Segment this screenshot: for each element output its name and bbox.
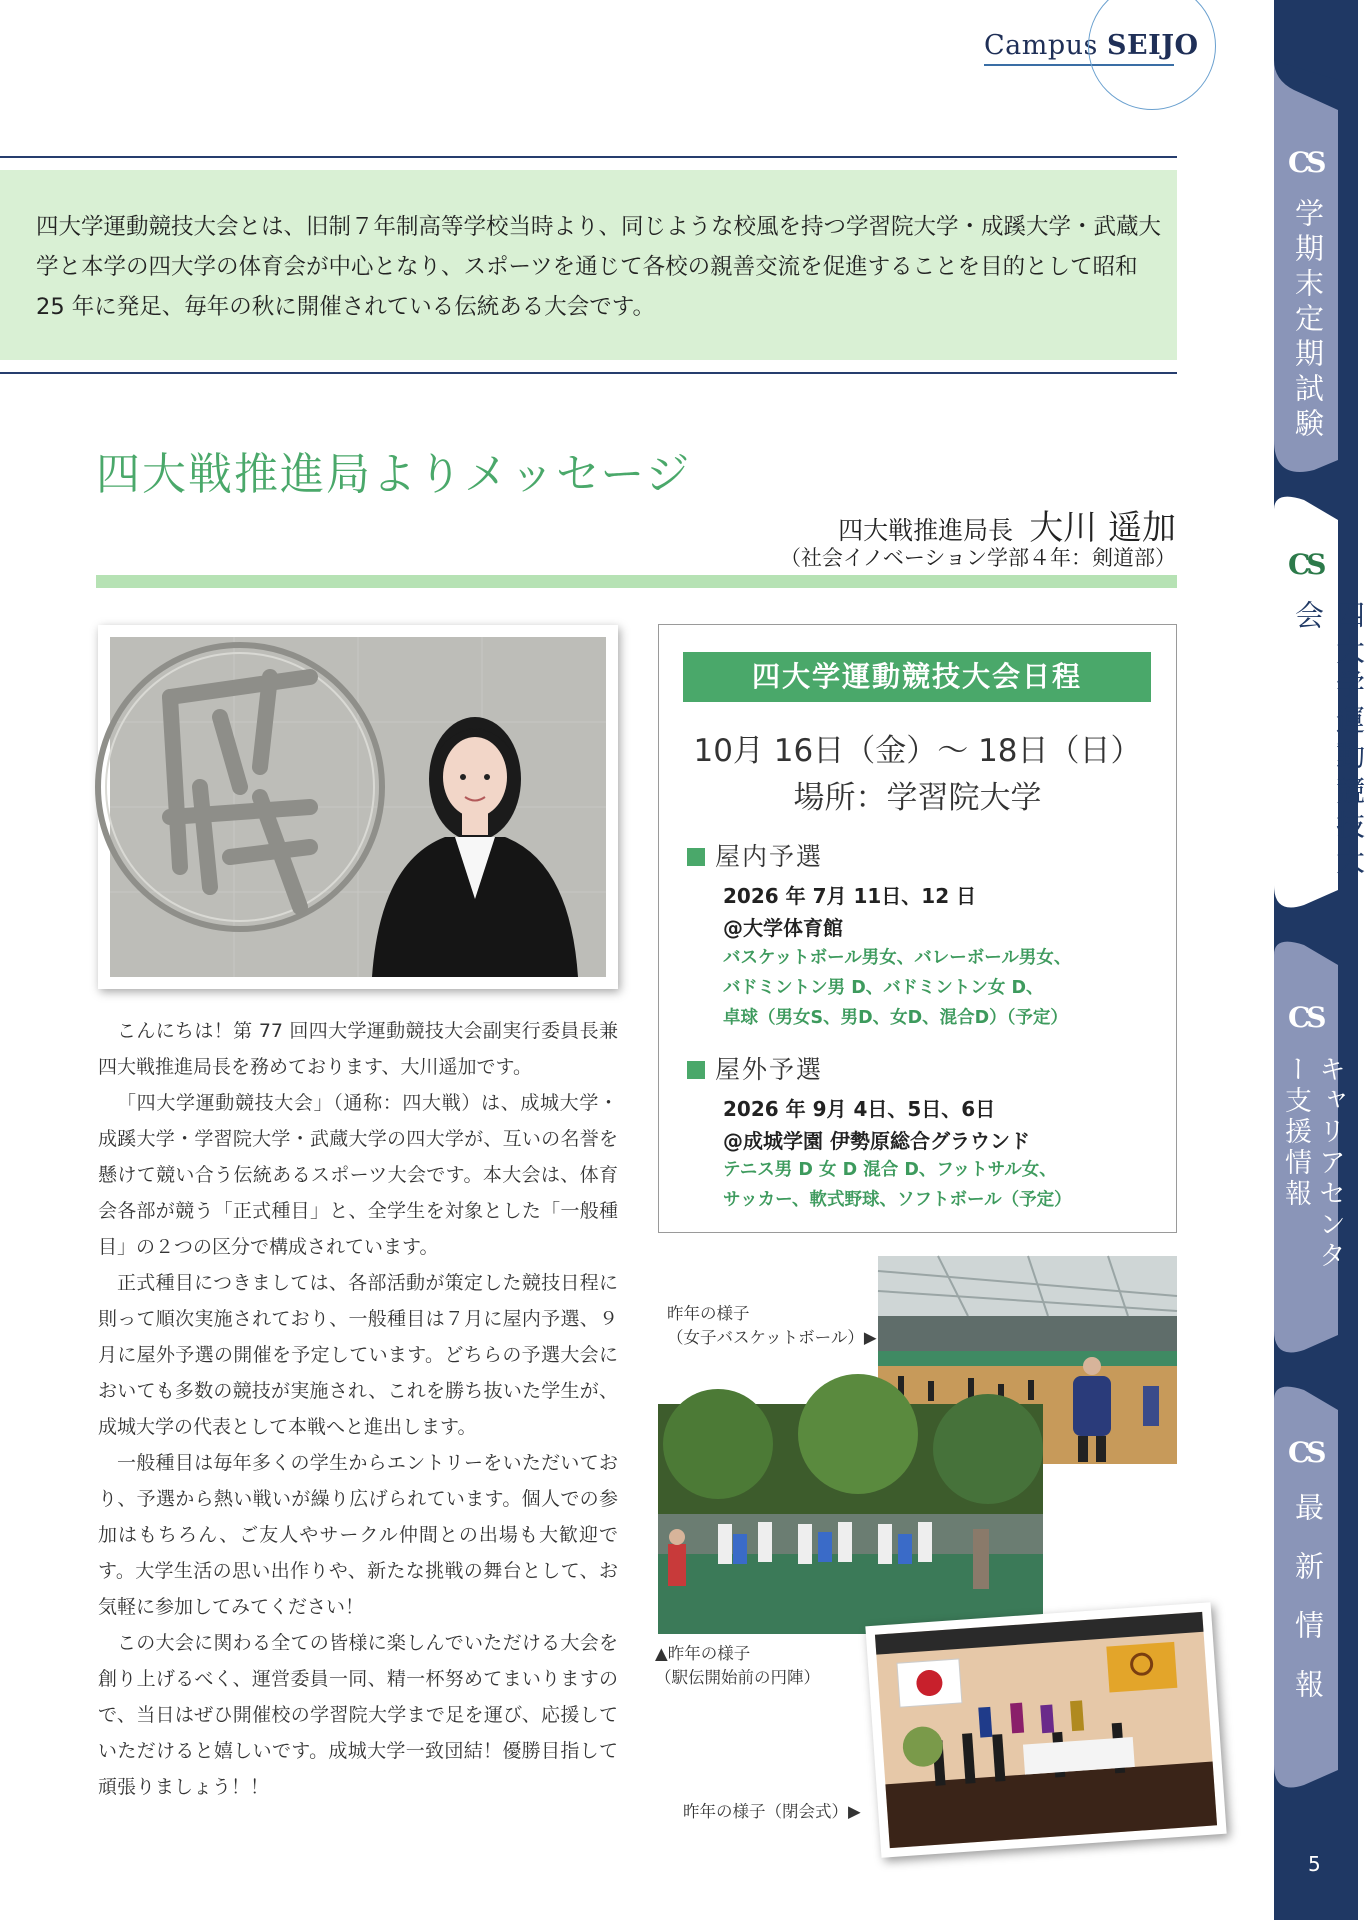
tab-label-exams: 学期末定期試験	[1291, 198, 1325, 443]
caption-line: （駅伝開始前の円陣）	[655, 1668, 820, 1687]
event-line: バスケットボール男女、バレーボール男女、	[723, 948, 1072, 968]
article-title: 四大戦推進局よりメッセージ	[96, 449, 692, 500]
intro-text: 四大学運動競技大会とは、旧制７年制高等学校当時より、同じような校風を持つ学習院大学・成蹊大学・武蔵大学と本学の四大学の体育会が中心となり、スポーツを通じて各校の親善交流を促進することを目的として昭和 25 年に発足、毎年の秋に開催されている伝統ある大会です。	[36, 214, 1162, 320]
caption-line: 昨年の様子	[667, 1304, 750, 1323]
title-underline-bar	[96, 575, 1177, 588]
cs-logo-icon: CS	[1288, 1436, 1323, 1469]
brand-light: Campus	[984, 30, 1098, 61]
author-role: 四大戦推進局長	[838, 516, 1014, 545]
outdoor-date: 2026 年 9月 4日、5日、6日	[723, 1097, 996, 1121]
outdoor-heading	[687, 1050, 823, 1086]
author-department: （社会イノベーション学部４年：剣道部）	[779, 546, 1176, 570]
indoor-place: @大学体育館	[723, 916, 843, 940]
closing-ceremony-photo	[875, 1612, 1217, 1848]
article-body	[98, 1013, 618, 1805]
tab-label-sports-meet: 四大学運動競技大会	[1291, 600, 1366, 880]
article-paragraph: 正式種目につきましては、各部活動が策定した競技日程に則って順次実施されており、一般種目は７月に屋内予選、９月に屋外予選の開催を予定しています。どちらの予選大会においても多数の競技が実施され、これを勝ち抜いた学生が、成城大学の代表として本戦へと進出します。	[98, 1272, 618, 1438]
article-paragraph: こんにちは！第 77 回四大学運動競技大会副実行委員長兼四大戦推進局長を務めております、大川遥加です。	[98, 1020, 618, 1078]
outdoor-events	[723, 1155, 1193, 1215]
article-paragraph: 「四大学運動競技大会」（通称：四大戦）は、成城大学・成蹊大学・学習院大学・武蔵大学の四大学が、互いの名誉を懸けて競い合う伝統あるスポーツ大会です。本大会は、体育会各部が競う「正式種目」と、全学生を対象とした「一般種目」の２つの区分で構成されています。	[98, 1092, 618, 1258]
sidebar-tab-news[interactable]	[1274, 1380, 1338, 1790]
cs-logo-icon: CS	[1288, 1001, 1323, 1034]
cs-logo-icon: CS	[1288, 146, 1323, 179]
page-number: 5	[1308, 1852, 1321, 1876]
ceremony-illustration	[875, 1612, 1217, 1848]
caption-line: ▲昨年の様子	[655, 1644, 751, 1663]
brand-bold: SEIJO	[1106, 30, 1199, 61]
schedule-heading: 四大学運動競技大会日程	[683, 652, 1151, 702]
ekiden-photo	[658, 1404, 1043, 1634]
portrait-photo-frame	[98, 625, 618, 989]
author-name: 大川 遥加	[1029, 508, 1176, 548]
outdoor-title: 屋外予選	[715, 1055, 824, 1084]
field-illustration	[658, 1404, 1043, 1634]
caption-closing: 昨年の様子（閉会式）▶	[683, 1802, 861, 1821]
event-line: テニス男 D 女 D 混合 D、フットサル女、	[723, 1160, 1057, 1180]
caption-ekiden	[655, 1642, 820, 1690]
event-line: サッカー、軟式野球、ソフトボール（予定）	[723, 1190, 1072, 1210]
caption-line: （女子バスケットボール）▶	[667, 1328, 877, 1347]
indoor-events	[723, 943, 1193, 1033]
portrait-illustration	[110, 637, 606, 977]
brand-circle-decoration	[1088, 0, 1216, 110]
tab-label-news: 最新情報	[1291, 1492, 1325, 1728]
caption-basketball	[667, 1302, 877, 1350]
sidebar-tab-exams[interactable]	[1274, 60, 1338, 470]
sidebar-tab-sports-meet[interactable]	[1274, 490, 1366, 910]
event-line: バドミントン男 D、バドミントン女 D、	[723, 978, 1044, 998]
indoor-title: 屋内予選	[715, 842, 824, 871]
outdoor-place: @成城学園 伊勢原総合グラウンド	[723, 1129, 1030, 1153]
divider-bottom	[0, 372, 1177, 374]
indoor-heading	[687, 837, 823, 873]
event-line: 卓球（男女S、男D、女D、混合D）（予定）	[723, 1008, 1068, 1028]
portrait-photo	[110, 637, 606, 977]
sidebar-tab-career-center[interactable]	[1274, 935, 1345, 1355]
article-paragraph: 一般種目は毎年多くの学生からエントリーをいただいており、予選から熱い戦いが繰り広げられています。個人での参加はもちろん、ご友人やサークル仲間との出場も大歓迎です。大学生活の思い出作りや、新たな挑戦の舞台として、お気軽に参加してみてください！	[98, 1452, 618, 1618]
schedule-date: 10月 16日（金）〜 18日（日）	[693, 733, 1142, 769]
closing-ceremony-photo-frame	[865, 1602, 1226, 1858]
square-bullet-icon	[687, 848, 705, 866]
indoor-date: 2026 年 7月 11日、12 日	[723, 884, 977, 908]
article-paragraph: この大会に関わる全ての皆様に楽しんでいただける大会を創り上げるべく、運営委員一同、精一杯努めてまいりますので、当日はぜひ開催校の学習院大学まで足を運び、応援していただけると嬉しいです。成城大学一致団結！優勝目指して頑張りましょう！！	[98, 1632, 618, 1798]
cs-logo-icon: CS	[1288, 548, 1323, 581]
square-bullet-icon	[687, 1061, 705, 1079]
schedule-box	[658, 624, 1177, 1233]
tab-label-career: キャリアセンター支援情報	[1280, 1055, 1345, 1272]
divider-top	[0, 156, 1177, 158]
schedule-venue: 場所：学習院大学	[793, 780, 1042, 816]
